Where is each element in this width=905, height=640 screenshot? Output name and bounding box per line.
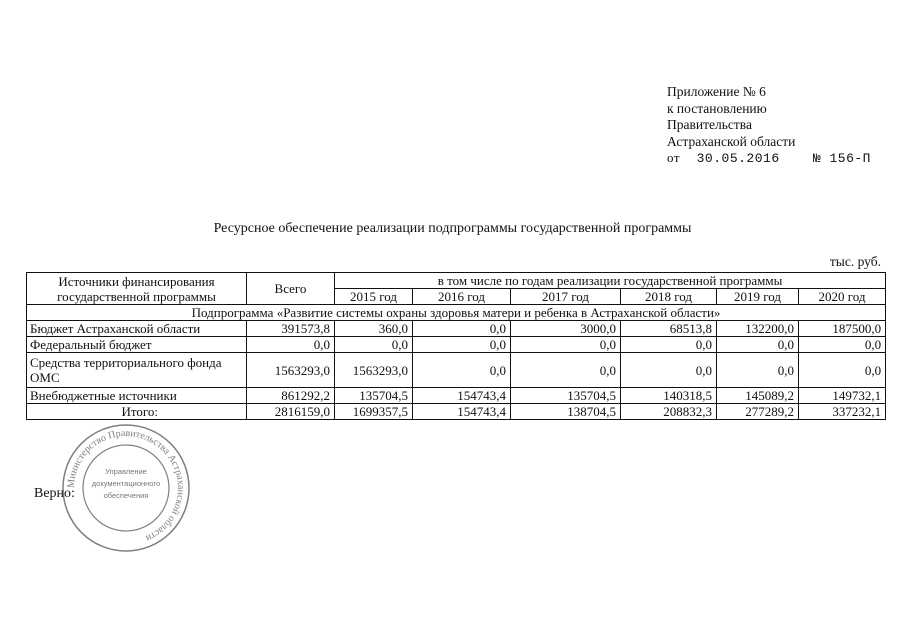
cell-value: 1699357,5 [335,404,413,420]
cell-value: 0,0 [717,337,799,353]
stamp-inner-ring [83,445,169,531]
cell-value: 132200,0 [717,321,799,337]
cell-value: 0,0 [621,337,717,353]
cell-value: 0,0 [717,353,799,388]
cell-value: 337232,1 [799,404,886,420]
row-total: 0,0 [247,337,335,353]
cell-value: 138704,5 [511,404,621,420]
header-total: Всего [247,273,335,305]
date-prefix: от [667,150,681,165]
total-label: Итого: [27,404,247,420]
table-row [27,337,886,353]
cell-value: 0,0 [511,337,621,353]
cell-value: 0,0 [413,321,511,337]
table-row [27,321,886,337]
stamp-outer-ring [63,425,189,551]
cell-value: 277289,2 [717,404,799,420]
subprogram-title: Подпрограмма «Развитие системы охраны здоровья матери и ребенка в Астраханской области» [27,305,886,321]
document-date: 30.05.2016 [696,151,780,166]
document-number: № 156-П [812,151,871,166]
row-label: Бюджет Астраханской области [27,321,247,337]
official-stamp [56,418,196,558]
header-source: Источники финансирования государственной программы [27,273,247,305]
row-label: Средства территориального фонда ОМС [27,353,247,388]
row-label: Федеральный бюджет [27,337,247,353]
stamp-center-line: обеспечения [103,491,149,500]
year-header: 2017 год [511,289,621,305]
header-years-group: в том числе по годам реализации государственной программы [335,273,886,289]
appendix-block [667,84,871,168]
year-header: 2016 год [413,289,511,305]
year-header: 2019 год [717,289,799,305]
cell-value: 154743,4 [413,404,511,420]
cell-value: 154743,4 [413,388,511,404]
cell-value: 149732,1 [799,388,886,404]
units-label: тыс. руб. [829,254,881,269]
year-header: 2020 год [799,289,886,305]
stamp-center-line: Управление [105,467,147,476]
page-title: Ресурсное обеспечение реализации подпрограммы государственной программы [213,221,692,236]
year-header: 2015 год [335,289,413,305]
cell-value: 360,0 [335,321,413,337]
row-total: 861292,2 [247,388,335,404]
appendix-line: к постановлению [667,100,767,116]
cell-value: 0,0 [799,337,886,353]
appendix-line: Правительства [667,117,752,132]
cell-value: 0,0 [511,353,621,388]
cell-value: 1563293,0 [335,353,413,388]
row-total: 1563293,0 [247,353,335,388]
stamp-center-line: документационного [91,479,161,488]
subprogram-row [27,305,886,321]
appendix-date-line [667,150,871,168]
row-total: 2816159,0 [247,404,335,420]
cell-value: 0,0 [413,353,511,388]
stamp-ring-text: Министерство Правительства Астраханской области [65,427,187,544]
cell-value: 3000,0 [511,321,621,337]
cell-value: 135704,5 [335,388,413,404]
cell-value: 0,0 [799,353,886,388]
row-label: Внебюджетные источники [27,388,247,404]
cell-value: 0,0 [621,353,717,388]
cell-value: 145089,2 [717,388,799,404]
appendix-number: Приложение № 6 [667,84,766,99]
table-row [27,353,886,388]
cell-value: 0,0 [413,337,511,353]
table-row [27,388,886,404]
cell-value: 187500,0 [799,321,886,337]
cell-value: 208832,3 [621,404,717,420]
header-row [27,273,886,289]
cell-value: 140318,5 [621,388,717,404]
cell-value: 0,0 [335,337,413,353]
certification-label: Верно: [34,486,75,501]
cell-value: 135704,5 [511,388,621,404]
row-total: 391573,8 [247,321,335,337]
appendix-line: Астраханской области [667,133,796,149]
cell-value: 68513,8 [621,321,717,337]
funding-table [26,272,886,420]
year-header: 2018 год [621,289,717,305]
